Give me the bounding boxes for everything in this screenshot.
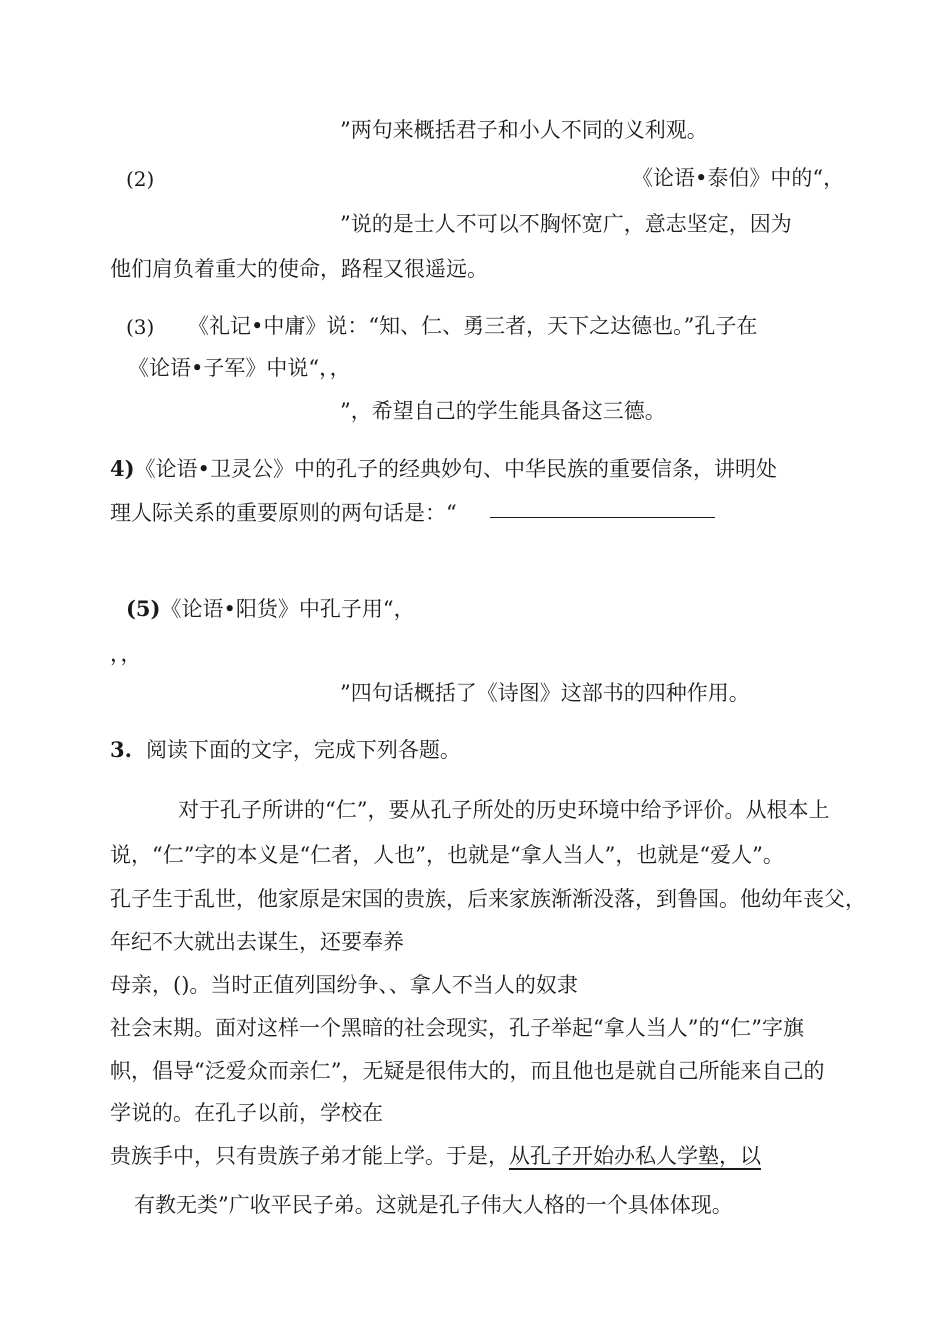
passage-line-9-plain: 贵族手中，只有贵族子弟才能上学。于是， xyxy=(110,1144,509,1168)
passage-line-6: 社会末期。面对这样一个黑暗的社会现实，孔子举起“拿人当人”的“仁”字旗 xyxy=(110,1016,804,1040)
item5-number: (5) xyxy=(126,596,161,621)
q3-heading xyxy=(110,736,461,764)
item5-line3: ”四句话概括了《诗图》这部书的四种作用。 xyxy=(340,681,750,705)
item4-line1 xyxy=(110,455,777,483)
passage-line-7: 帜，倡导“泛爱众而亲仁”，无疑是很伟大的，而且他也是就自己所能来自己的 xyxy=(110,1059,825,1083)
passage-line-9 xyxy=(110,1142,761,1170)
item5-line1 xyxy=(126,595,415,623)
item2-number: (2) xyxy=(126,167,155,191)
item4-line2: 理人际关系的重要原则的两句话是：“ xyxy=(110,501,457,525)
passage-line-2: 说，“仁”字的本义是“仁者，人也”，也就是“拿人当人”，也就是“爱人”。 xyxy=(110,843,784,867)
underlined-sentence: 从孔子开始办私人学塾，以 xyxy=(509,1144,761,1168)
answer-blank-line[interactable] xyxy=(490,517,715,518)
item2-line2: ”说的是士人不可以不胸怀宽广，意志坚定，因为 xyxy=(340,212,792,236)
passage-line-4: 年纪不大就出去谋生，还要奉养 xyxy=(110,930,404,954)
item3-line3: ”，希望自己的学生能具备这三德。 xyxy=(340,399,666,423)
passage-line-5: 母亲，()。当时正值列国纷争、、拿人不当人的奴隶 xyxy=(110,973,578,997)
passage-line-10: 有教无类”广收平民子弟。这就是孔子伟大人格的一个具体体现。 xyxy=(134,1193,733,1217)
item3-line1: 《礼记•中庸》说：“知、仁、勇三者，天下之达德也。”孔子在 xyxy=(188,314,758,338)
item3-line2: 《论语•子军》中说“，， xyxy=(128,356,351,380)
passage-line-1: 对于孔子所讲的“仁”，要从孔子所处的历史环境中给予评价。从根本上 xyxy=(178,798,830,822)
q3-prompt: 阅读下面的文字，完成下列各题。 xyxy=(145,738,461,762)
item1-tail-text: ”两句来概括君子和小人不同的义利观。 xyxy=(340,118,708,142)
item4-number: 4) xyxy=(110,456,135,481)
passage-line-8: 学说的。在孔子以前，学校在 xyxy=(110,1101,383,1125)
item3-number: (3) xyxy=(126,315,155,339)
q3-number: 3. xyxy=(110,737,132,762)
item4-line1-text: 《论语•卫灵公》中的孔子的经典妙句、中华民族的重要信条，讲明处 xyxy=(134,457,777,481)
item5-line1-text: 《论语•阳货》中孔子用“， xyxy=(160,597,415,621)
item2-line3: 他们肩负着重大的使命，路程又很遥远。 xyxy=(110,257,488,281)
item5-line2: ，， xyxy=(110,642,142,666)
item2-source-text: 《论语•泰伯》中的“， xyxy=(632,166,845,190)
passage-line-3: 孔子生于乱世，他家原是宋国的贵族，后来家族渐渐没落，到鲁国。他幼年丧父， xyxy=(110,887,866,911)
